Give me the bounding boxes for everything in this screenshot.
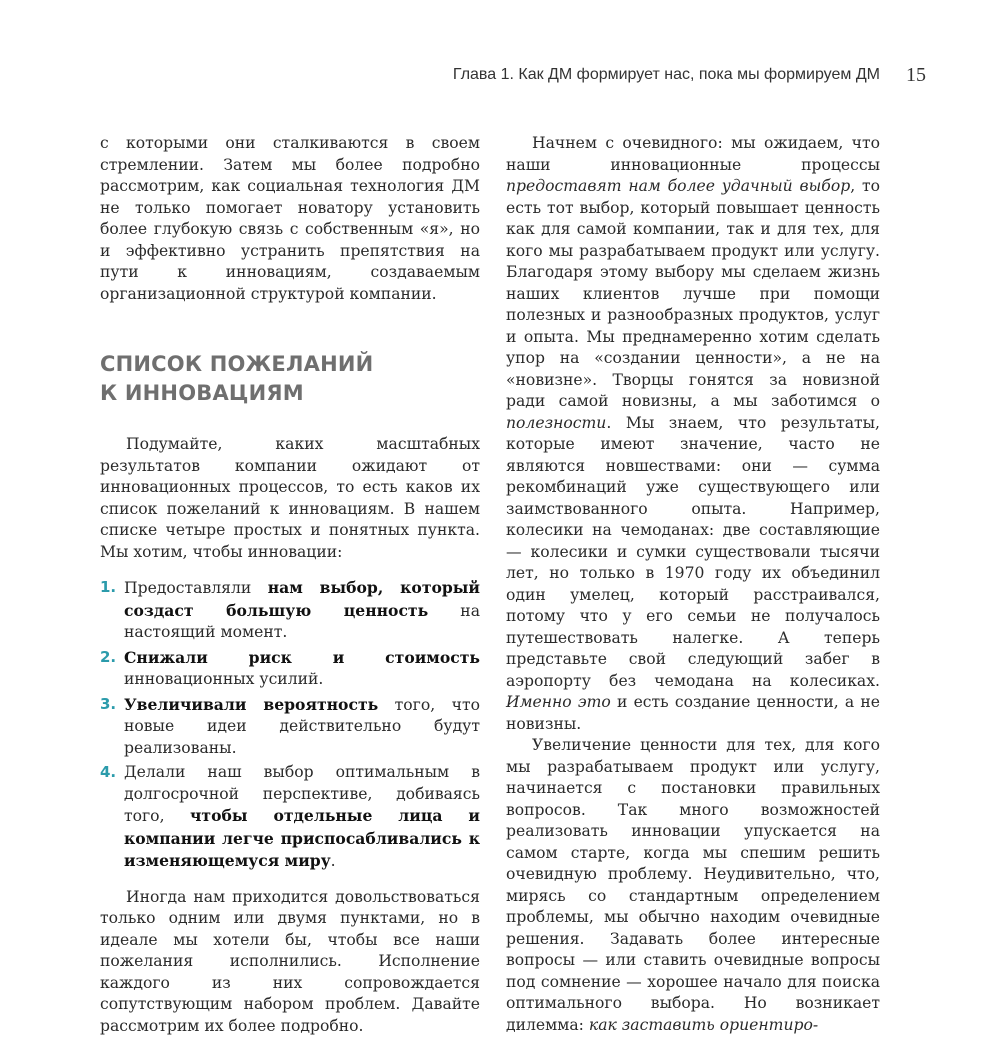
list-item — [100, 694, 480, 760]
list-number: 4. — [100, 762, 116, 784]
intro-paragraph: с которыми они сталкиваются в своем стремлении. Затем мы более подробно рассмотрим, как социальная технология ДМ не только помогает новатору установить более глубокую связь с собственным «я», но и эффективно устранить препятствия на пути к инновациям, создаваемым организационной структурой компании. — [100, 133, 480, 305]
italic-run: как заставить ориентиро- — [589, 1016, 818, 1034]
italic-run: полезности — [506, 414, 606, 432]
italic-run: предоставят нам более удачный выбор — [506, 177, 850, 195]
italic-run: Именно это — [506, 693, 611, 711]
text-run: и есть создание ценности, а не новизны. — [506, 693, 880, 733]
list-item — [100, 577, 480, 644]
list-text: Предоставляли — [124, 579, 268, 597]
list-emphasis: Увеличивали вероятность — [124, 695, 378, 714]
text-run: Увеличение ценности для тех, для кого мы разрабатываем продукт или услугу, начинается с постановки правильных вопросов. Так много возможностей реализовать инновации упускается на самом старте, когда мы спешим решить очевидную проблему. Неудивительно, что, мирясь со стандартным определением проблемы, мы обычно находим очевидные решения. Задавать более интересные вопросы — или ставить очевидные вопросы под сомнение — хорошее начало для поиска оптимального выбора. Но возникает дилемма: — [506, 736, 880, 1034]
list-emphasis: чтобы отдельные лица и компании легче приспосабливались к изменяющемуся миру — [124, 806, 480, 870]
section-heading — [100, 350, 480, 408]
list-text: . — [331, 852, 336, 870]
list-item — [100, 762, 480, 873]
list-text: Делали наш выбор оптимальным в долгосрочной перспективе, добиваясь того, — [124, 763, 480, 825]
left-column — [100, 133, 480, 1037]
closing-paragraph: Иногда нам приходится довольствоваться только одним или двумя пунктами, но в идеале мы хотели бы, чтобы все наши пожелания исполнились. Исполнение каждого из них сопровождается сопутствующим набором проблем. Давайте рассмотрим их более подробно. — [100, 887, 480, 1037]
section-heading-line-1: СПИСОК ПОЖЕЛАНИЙ — [100, 350, 480, 379]
text-run: Начнем с очевидного: мы ожидаем, что наши инновационные процессы — [506, 134, 880, 174]
list-text: того, что новые идеи действительно будут реализованы. — [124, 696, 480, 757]
right-column — [506, 133, 880, 1036]
list-number: 2. — [100, 647, 116, 669]
body-paragraph-1 — [506, 133, 880, 735]
list-text: на настоящий момент. — [124, 602, 480, 642]
page-number: 15 — [906, 64, 926, 87]
wish-list — [100, 577, 480, 873]
list-item — [100, 647, 480, 691]
list-number: 1. — [100, 577, 116, 599]
chapter-running-title: Глава 1. Как ДМ формирует нас, пока мы формируем ДМ — [453, 66, 880, 84]
text-run: , то есть тот выбор, который повышает ценность как для самой компании, так и для тех, для кого мы разрабатываем продукт или услугу. Благодаря этому выбору мы сделаем жизнь наших клиентов лучше при помощи полезных и разнообразных продуктов, услуг и опыта. Мы преднамеренно хотим сделать упор на «создании ценности», а не на «новизне». Творцы гонятся за новизной ради самой новизны, а мы заботимся о — [506, 177, 880, 410]
section-heading-line-2: К ИННОВАЦИЯМ — [100, 379, 480, 408]
running-head — [0, 64, 1000, 94]
body-paragraph-2 — [506, 735, 880, 1036]
list-emphasis: Снижали риск и стоимость — [124, 648, 480, 667]
text-run: . Мы знаем, что результаты, которые имеют значение, часто не являются новшествами: они — сумма рекомбинаций уже существующего или заимствованного опыта. Например, колесики на чемоданах: две составляющие — колесики и сумки существовали тысячи лет, но только в 1970 году их объединил один умелец, который расстраивался, потому что у его семьи не получалось путешествовать налегке. А теперь представьте свой следующий забег в аэропорту без чемодана на колесиках. — [506, 414, 880, 690]
lead-paragraph: Подумайте, каких масштабных результатов компании ожидают от инновационных процессов, то есть каков их список пожеланий к инновациям. В нашем списке четыре простых и понятных пункта. Мы хотим, чтобы инновации: — [100, 434, 480, 563]
list-text: инновационных усилий. — [124, 670, 323, 688]
list-emphasis: нам выбор, который создаст большую ценность — [124, 578, 480, 620]
list-number: 3. — [100, 694, 116, 716]
